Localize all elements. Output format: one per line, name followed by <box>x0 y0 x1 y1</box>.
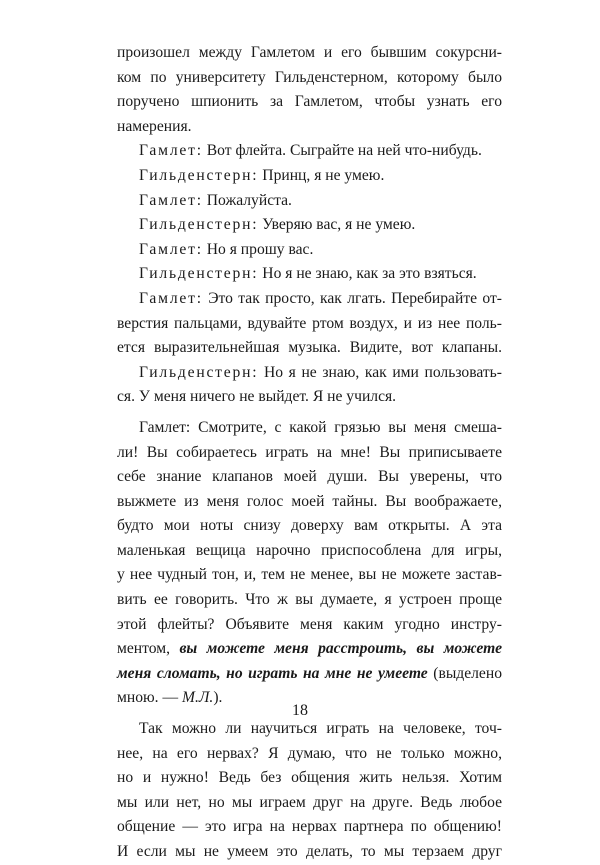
text-line: поручено шпионить за Гамлетом, чтобы узнать его <box>117 93 502 111</box>
plain-text: (выделено <box>427 664 502 682</box>
dialogue-line <box>117 164 502 189</box>
text-line: намерения. <box>117 117 192 135</box>
emphasized-text: меня сломать, но играть на мне не умеете <box>117 664 428 682</box>
dialogue-line <box>117 213 502 238</box>
dialogue-line <box>117 238 502 263</box>
dialogue-line <box>117 312 502 337</box>
speaker-name: Гильденстерн: <box>139 265 259 283</box>
text-line: общение — это игра на нервах партнера по общению! <box>117 818 502 836</box>
dialogue-text: верстия пальцами, вдувайте ртом воздух, и из нее поль- <box>117 314 502 332</box>
speaker-name: Гамлет: <box>139 289 203 307</box>
text-line <box>117 662 502 687</box>
dialogue-text: Уверяю вас, я не умею. <box>258 216 416 234</box>
plain-text: ментом, <box>117 640 180 658</box>
speaker-name: Гильденстерн: <box>139 363 259 381</box>
dialogue-text: Вот флейта. Сыграйте на ней что-нибудь. <box>202 142 482 160</box>
page-number: 18 <box>292 702 308 719</box>
dialogue-block <box>117 139 502 410</box>
plain-text: мною. — <box>117 689 182 707</box>
text-line: вить ее говорить. Что ж вы думаете, я устроен проще <box>117 591 502 609</box>
dialogue-text: Но я прошу вас. <box>202 240 314 258</box>
dialogue-line <box>117 262 502 287</box>
text-line: но и нужно! Ведь без общения жить нельзя. Хотим <box>117 769 502 787</box>
dialogue-text: Пожалуйста. <box>202 191 292 209</box>
speaker-name: Гамлет: <box>139 142 203 160</box>
text-line: ком по университету Гильденстерном, которому было <box>117 68 502 86</box>
text-line: мы или нет, но мы играем друг на друге. Ведь любое <box>117 793 502 811</box>
page-text <box>117 41 502 865</box>
dialogue-line <box>117 287 502 312</box>
text-line: этой флейты? Объявите меня каким угодно инстру- <box>117 615 502 633</box>
paragraph-intro <box>117 41 502 139</box>
dialogue-text: ся. У меня ничего не выйдет. Я не учился. <box>117 388 397 406</box>
dialogue-text: ется выразительнейшая музыка. Видите, вот клапаны. <box>117 339 502 357</box>
text-line <box>117 637 502 662</box>
paragraph-conclusion <box>117 717 502 865</box>
text-line: И если мы не умеем это делать, то мы терзаем друг <box>117 843 502 860</box>
emphasized-text: вы можете меня расстроить, вы можете <box>179 640 502 658</box>
text-line: будто мои ноты снизу доверху вам открыты. А эта <box>117 517 502 535</box>
text-line: Гамлет: Смотрите, с какой грязью вы меня смеша- <box>139 418 502 436</box>
text-line: у нее чудный тон, и, тем не менее, вы не можете застав- <box>117 566 502 584</box>
dialogue-line <box>117 189 502 214</box>
paragraph-hamlet-speech <box>117 416 502 711</box>
text-line: ли! Вы собираетесь играть на мне! Вы приписываете <box>117 443 502 461</box>
dialogue-line <box>117 336 502 361</box>
author-initials: М.Л. <box>181 689 214 707</box>
text-line: Так можно ли научиться играть на человеке, точ- <box>139 720 502 738</box>
speaker-name: Гамлет: <box>139 191 203 209</box>
text-line: выжмете из меня голос моей тайны. Вы воображаете, <box>117 492 502 510</box>
text-line: себе знание клапанов моей души. Вы уверены, что <box>117 468 502 486</box>
dialogue-line <box>117 361 502 386</box>
text-line: произошел между Гамлетом и его бывшим сокурсни- <box>117 44 502 61</box>
text-line: нее, на его нервах? Я думаю, что не только можно, <box>117 744 502 762</box>
speaker-name: Гамлет: <box>139 240 203 258</box>
text-line: маленькая вещица нарочно приспособлена для игры, <box>117 541 502 559</box>
dialogue-line <box>117 139 502 164</box>
plain-text: ). <box>213 689 223 707</box>
dialogue-text: Но я не знаю, как ими пользовать- <box>258 363 502 381</box>
dialogue-text: Это так просто, как лгать. Перебирайте от- <box>202 289 502 307</box>
speaker-name: Гильденстерн: <box>139 216 259 234</box>
dialogue-text: Принц, я не умею. <box>258 166 385 184</box>
dialogue-line <box>117 385 502 410</box>
dialogue-text: Но я не знаю, как за это взяться. <box>258 265 477 283</box>
speaker-name: Гильденстерн: <box>139 166 259 184</box>
